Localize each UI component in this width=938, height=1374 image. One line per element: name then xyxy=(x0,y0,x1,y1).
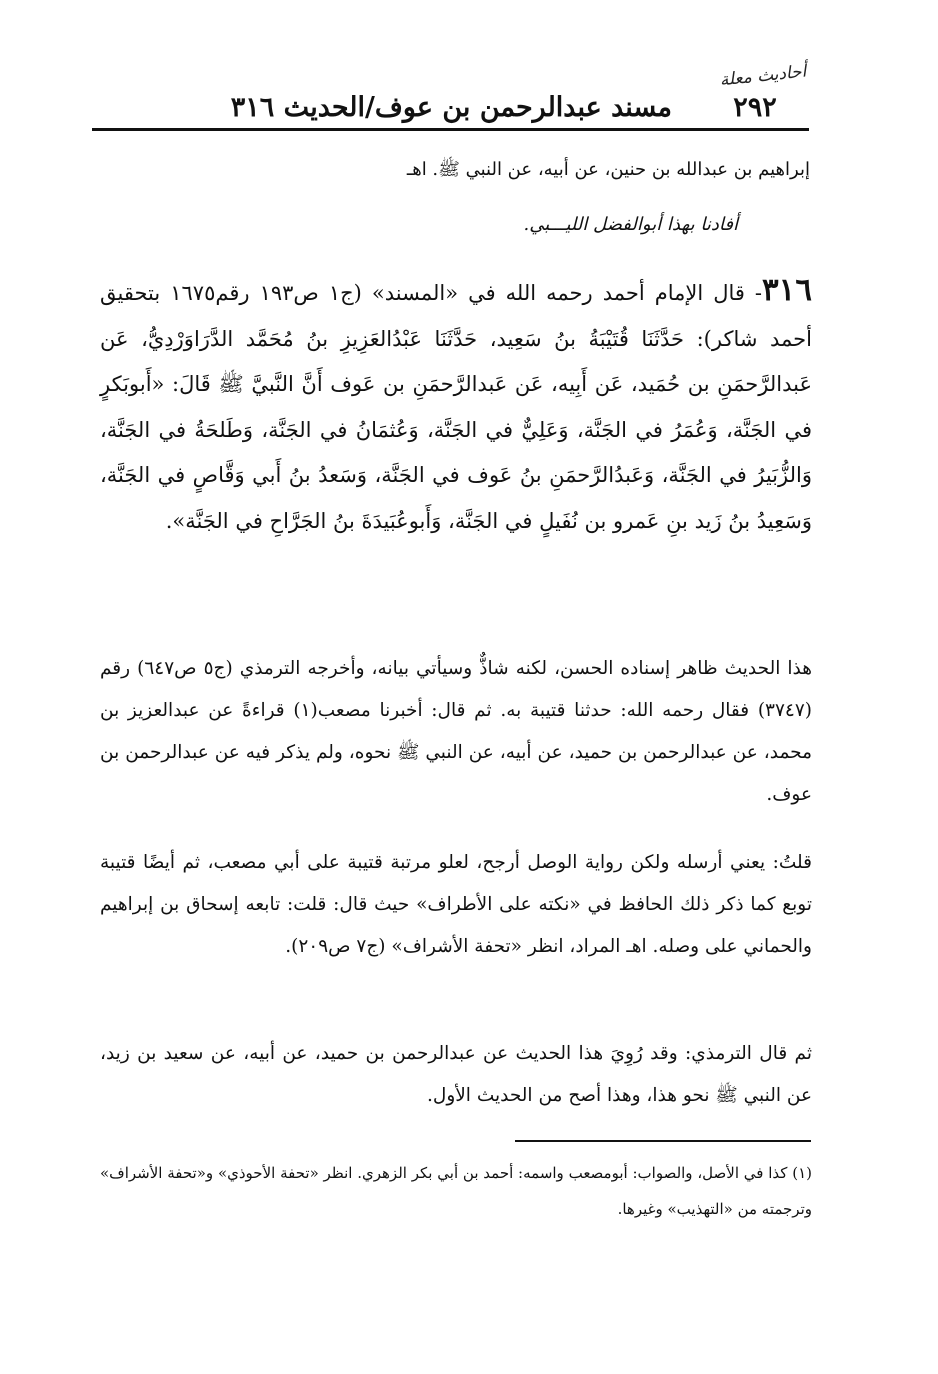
intro-line: إبراهيم بن عبدالله بن حنين، عن أبيه، عن النبي ﷺ. اهـ xyxy=(406,159,810,180)
header-divider xyxy=(92,128,809,131)
hadith-316 xyxy=(100,268,812,544)
paragraph-commentary-3: ثم قال الترمذي: وقد رُوِيَ هذا الحديث عن عبدالرحمن بن حميد، عن أبيه، عن سعيد بن زيد، عن النبي ﷺ نحو هذا، وهذا أصح من الحديث الأول. xyxy=(100,1043,812,1106)
page-title: مسند عبدالرحمن بن عوف/الحديث ٣١٦ xyxy=(230,92,672,123)
paragraph-commentary-2: قلتُ: يعني أرسله ولكن رواية الوصل أرجح، لعلو مرتبة قتيبة على أبي مصعب، ثم أيضًا قتيبة توبع كما ذكر ذلك الحافظ في «نكته على الأطراف» حيث قال: قلت: تابعه إسحاق بن إبراهيم والحماني على وصله. اهـ المراد، انظر «تحفة الأشراف» (ج٧ ص٢٠٩). xyxy=(100,852,812,957)
paragraph-commentary-1: هذا الحديث ظاهر إسناده الحسن، لكنه شاذٌّ وسيأتي بيانه، وأخرجه الترمذي (ج٥ ص٦٤٧) رقم (٣٧٤٧) فقال رحمه الله: حدثنا قتيبة به. ثم قال: أخبرنا مصعب(١) قراءةً عن عبدالعزيز بن محمد، عن عبدالرحمن بن حميد، عن أبيه، عن النبي ﷺ نحوه، ولم يذكر فيه عن عبدالرحمن بن عوف. xyxy=(100,658,813,805)
footnote-divider xyxy=(515,1140,811,1142)
hadith-number: ٣١٦ xyxy=(762,272,812,308)
hadith-text: - قال الإمام أحمد رحمه الله في «المسند» (ج١ ص١٩٣ رقم١٦٧٥ بتحقيق أحمد شاكر): حَدَّثَنَا قُتَيْبَةُ بنُ سَعِيد، حَدَّثَنَا عَبْدُالعَزِيزِ بنُ مُحَمَّد الدَّرَاوَرْدِيُّ، عَن عَبدالرَّحمَنِ بن حُمَيد، عَن أَبِيه، عَن عَبدالرَّحمَنِ بن عَوف أَنَّ النَّبيَّ ﷺ قَالَ: «أَبوبَكرٍ في الجَنَّة، وَعُمَرُ في الجَنَّة، وَعَلِيٌّ في الجَنَّة، وَعُثمَانُ في الجَنَّة، وَطَلحَةُ في الجَنَّة، وَالزُّبَيرُ في الجَنَّة، وَعَبدُالرَّحمَنِ بنُ عَوف في الجَنَّة، وَسَعدُ بنُ أَبي وَقَّاصٍ في الجَنَّة، وَسَعِيدُ بنُ زَيد بنِ عَمرو بن نُفَيلٍ في الجَنَّة، وَأَبوعُبَيدَةَ بنُ الجَرَّاحِ في الجَنَّة». xyxy=(100,281,812,533)
credit-line: أفادنا بهذا أبوالفضل الليـــبي. xyxy=(523,214,738,235)
page-number: ٢٩٢ xyxy=(733,92,777,123)
handwritten-note: أحاديث معلة xyxy=(718,61,808,91)
footnote: (١) كذا في الأصل، والصواب: أبومصعب واسمه: أحمد بن أبي بكر الزهري. انظر «تحفة الأحوذي» و«تحفة الأشراف» وترجمته من «التهذيب» وغيرها. xyxy=(100,1164,812,1218)
